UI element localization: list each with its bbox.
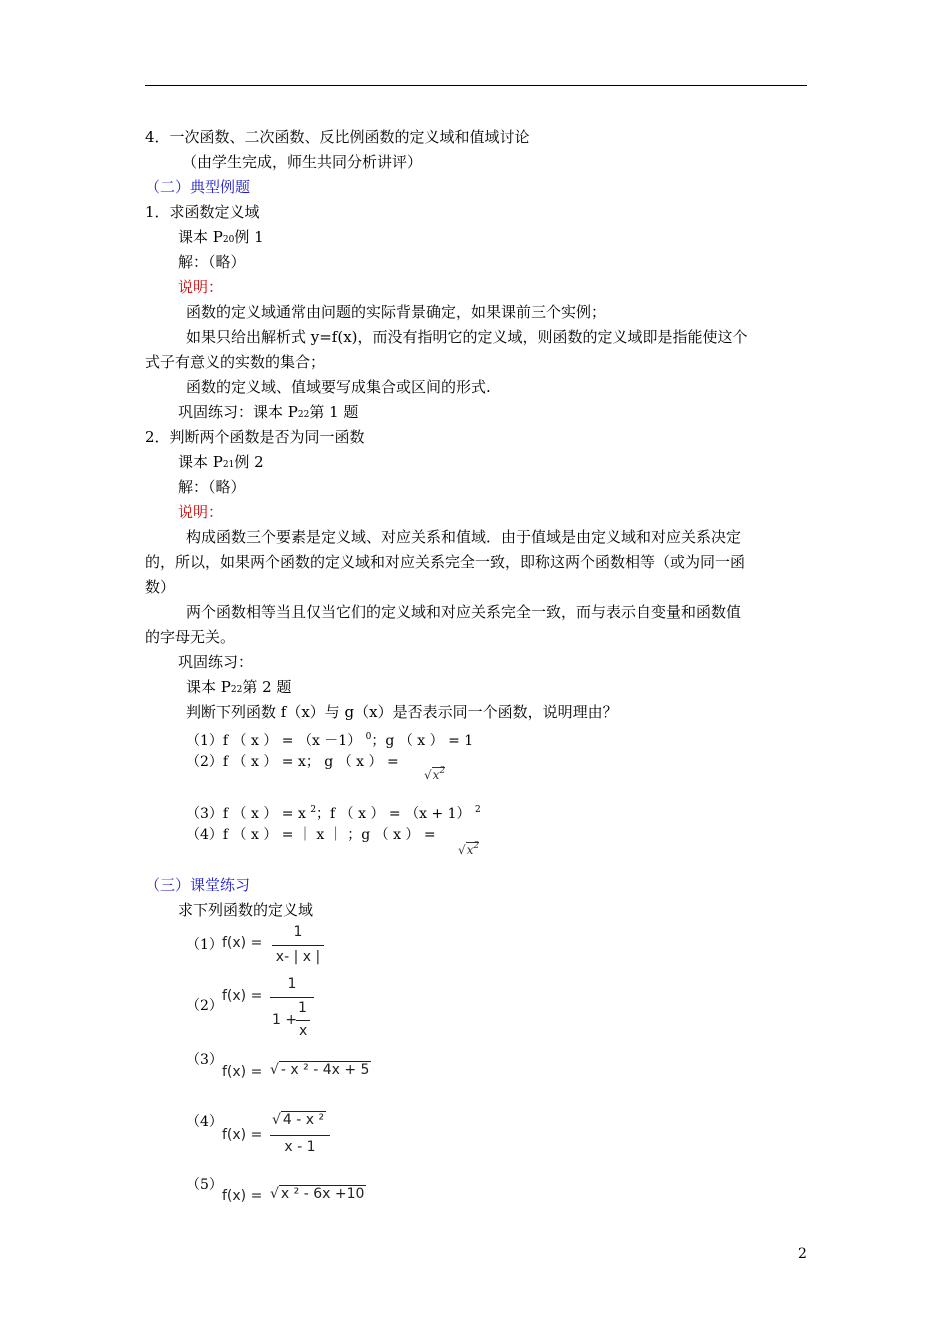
exercise-4-denominator: x - 1 [284, 1139, 316, 1155]
topic-1-title: 1．求函数定义域 [145, 203, 260, 221]
exercise-1-lhs: f(x) = [222, 935, 263, 951]
topic-1-note-p2a: 如果只给出解析式 y=f(x)，而没有指明它的定义域，则函数的定义域即是指能使这个 [186, 328, 748, 346]
topic-2-solution: 解：（略） [178, 478, 246, 496]
exercise-5-radical: √ x ² - 6x +10 [270, 1186, 365, 1202]
exercise-2-inner-bar [296, 1020, 310, 1021]
topic-2-note-p1a: 构成函数三个要素是定义域、对应关系和值域．由于值域是由定义域和对应关系决定 [186, 528, 742, 546]
topic-2-exercise-book: 课本 P22第 2 题 [186, 678, 292, 696]
question-2: （2）f （ x ） = x； g （ x ） = [186, 754, 399, 770]
page-number: 2 [798, 1246, 807, 1262]
exercise-3-label: （3） [186, 1052, 223, 1068]
exercise-5-radicand: x ² - 6x +10 [280, 1186, 365, 1202]
question-4: （4）f （ x ） = ｜ x ｜ ；g （ x ） = [186, 827, 436, 843]
sqrt-x2-expr-b: $√x^2$ [458, 841, 480, 857]
exercise-2-denominator-lead: 1 + [272, 1012, 298, 1028]
section-4-title: 4．一次函数、二次函数、反比例函数的定义域和值域讨论 [145, 128, 530, 146]
topic-2-book-ref: 课本 P21例 2 [178, 453, 264, 471]
header-rule [145, 85, 807, 86]
exercise-3-radical: √ - x ² - 4x + 5 [270, 1062, 370, 1078]
exercise-4-numerator: √ 4 - x ² [272, 1112, 325, 1128]
topic-2-note-p2b: 的字母无关。 [145, 628, 236, 646]
sqrt-x2-expr-a: $√x^2$ [424, 766, 446, 782]
exercise-4-fraction [270, 1112, 330, 1158]
exercise-1-numerator: 1 [293, 924, 303, 940]
topic-2-title: 2．判断两个函数是否为同一函数 [145, 428, 365, 446]
exercise-1-fraction-bar [272, 945, 324, 946]
exercise-2-inner-denominator: x [299, 1023, 308, 1039]
heading-class-practice: （三）课堂练习 [145, 876, 251, 894]
topic-1-exercise: 巩固练习：课本 P22第 1 题 [178, 403, 359, 421]
exercise-1-denominator: x- | x | [275, 949, 321, 965]
exercise-1-label: （1） [186, 937, 223, 953]
exercise-4-lhs: f(x) = [222, 1127, 263, 1143]
question-3: （3）f （ x ） = x $^2$；f （ x ） = （x + 1） $^2$ [186, 805, 481, 822]
exercise-2-inner-numerator: 1 [298, 1000, 307, 1016]
topic-2-note-p1c: 数） [145, 578, 176, 596]
topic-1-note-p2b: 式子有意义的实数的集合； [145, 353, 326, 371]
exercise-1-fraction [272, 924, 324, 968]
section-4-note: （由学生完成，师生共同分析讲评） [182, 153, 423, 171]
exercise-2-numerator: 1 [287, 976, 297, 992]
exercise-3-lhs: f(x) = [222, 1064, 263, 1080]
question-1: （1）f （ x ） = （x －1） $^0$；g （ x ） = 1 [186, 732, 474, 749]
topic-1-note-p1: 函数的定义域通常由问题的实际背景确定，如果课前三个实例； [186, 303, 607, 321]
topic-1-note-label: 说明： [178, 278, 224, 296]
exercise-4-radicand: 4 - x ² [282, 1112, 325, 1128]
exercise-3-radicand: - x ² - 4x + 5 [280, 1062, 370, 1078]
topic-2-note-p1b: 的，所以，如果两个函数的定义域和对应关系完全一致，即称这两个函数相等（或为同一函 [145, 553, 746, 571]
exercise-5-lhs: f(x) = [222, 1188, 263, 1204]
exercise-2-fraction [270, 976, 314, 1046]
exercise-4-fraction-bar [270, 1135, 330, 1136]
exercise-4-label: （4） [186, 1114, 223, 1130]
exercise-2-label: （2） [186, 998, 223, 1014]
topic-2-note-label: 说明： [178, 503, 224, 521]
practice-intro: 求下列函数的定义域 [178, 901, 314, 919]
exercise-2-fraction-bar [270, 997, 314, 998]
topic-1-note-p3: 函数的定义域、值域要写成集合或区间的形式. [186, 378, 491, 396]
topic-2-note-p2a: 两个函数相等当且仅当它们的定义域和对应关系完全一致，而与表示自变量和函数值 [186, 603, 742, 621]
topic-1-book-ref: 课本 P20例 1 [178, 228, 264, 246]
topic-2-question: 判断下列函数 f（x）与 g（x）是否表示同一个函数，说明理由？ [186, 703, 618, 721]
topic-1-solution: 解：（略） [178, 253, 246, 271]
exercise-5-label: （5） [186, 1177, 223, 1193]
topic-2-exercise-label: 巩固练习： [178, 653, 254, 671]
heading-typical-examples: （二）典型例题 [145, 178, 251, 196]
exercise-2-lhs: f(x) = [222, 988, 263, 1004]
